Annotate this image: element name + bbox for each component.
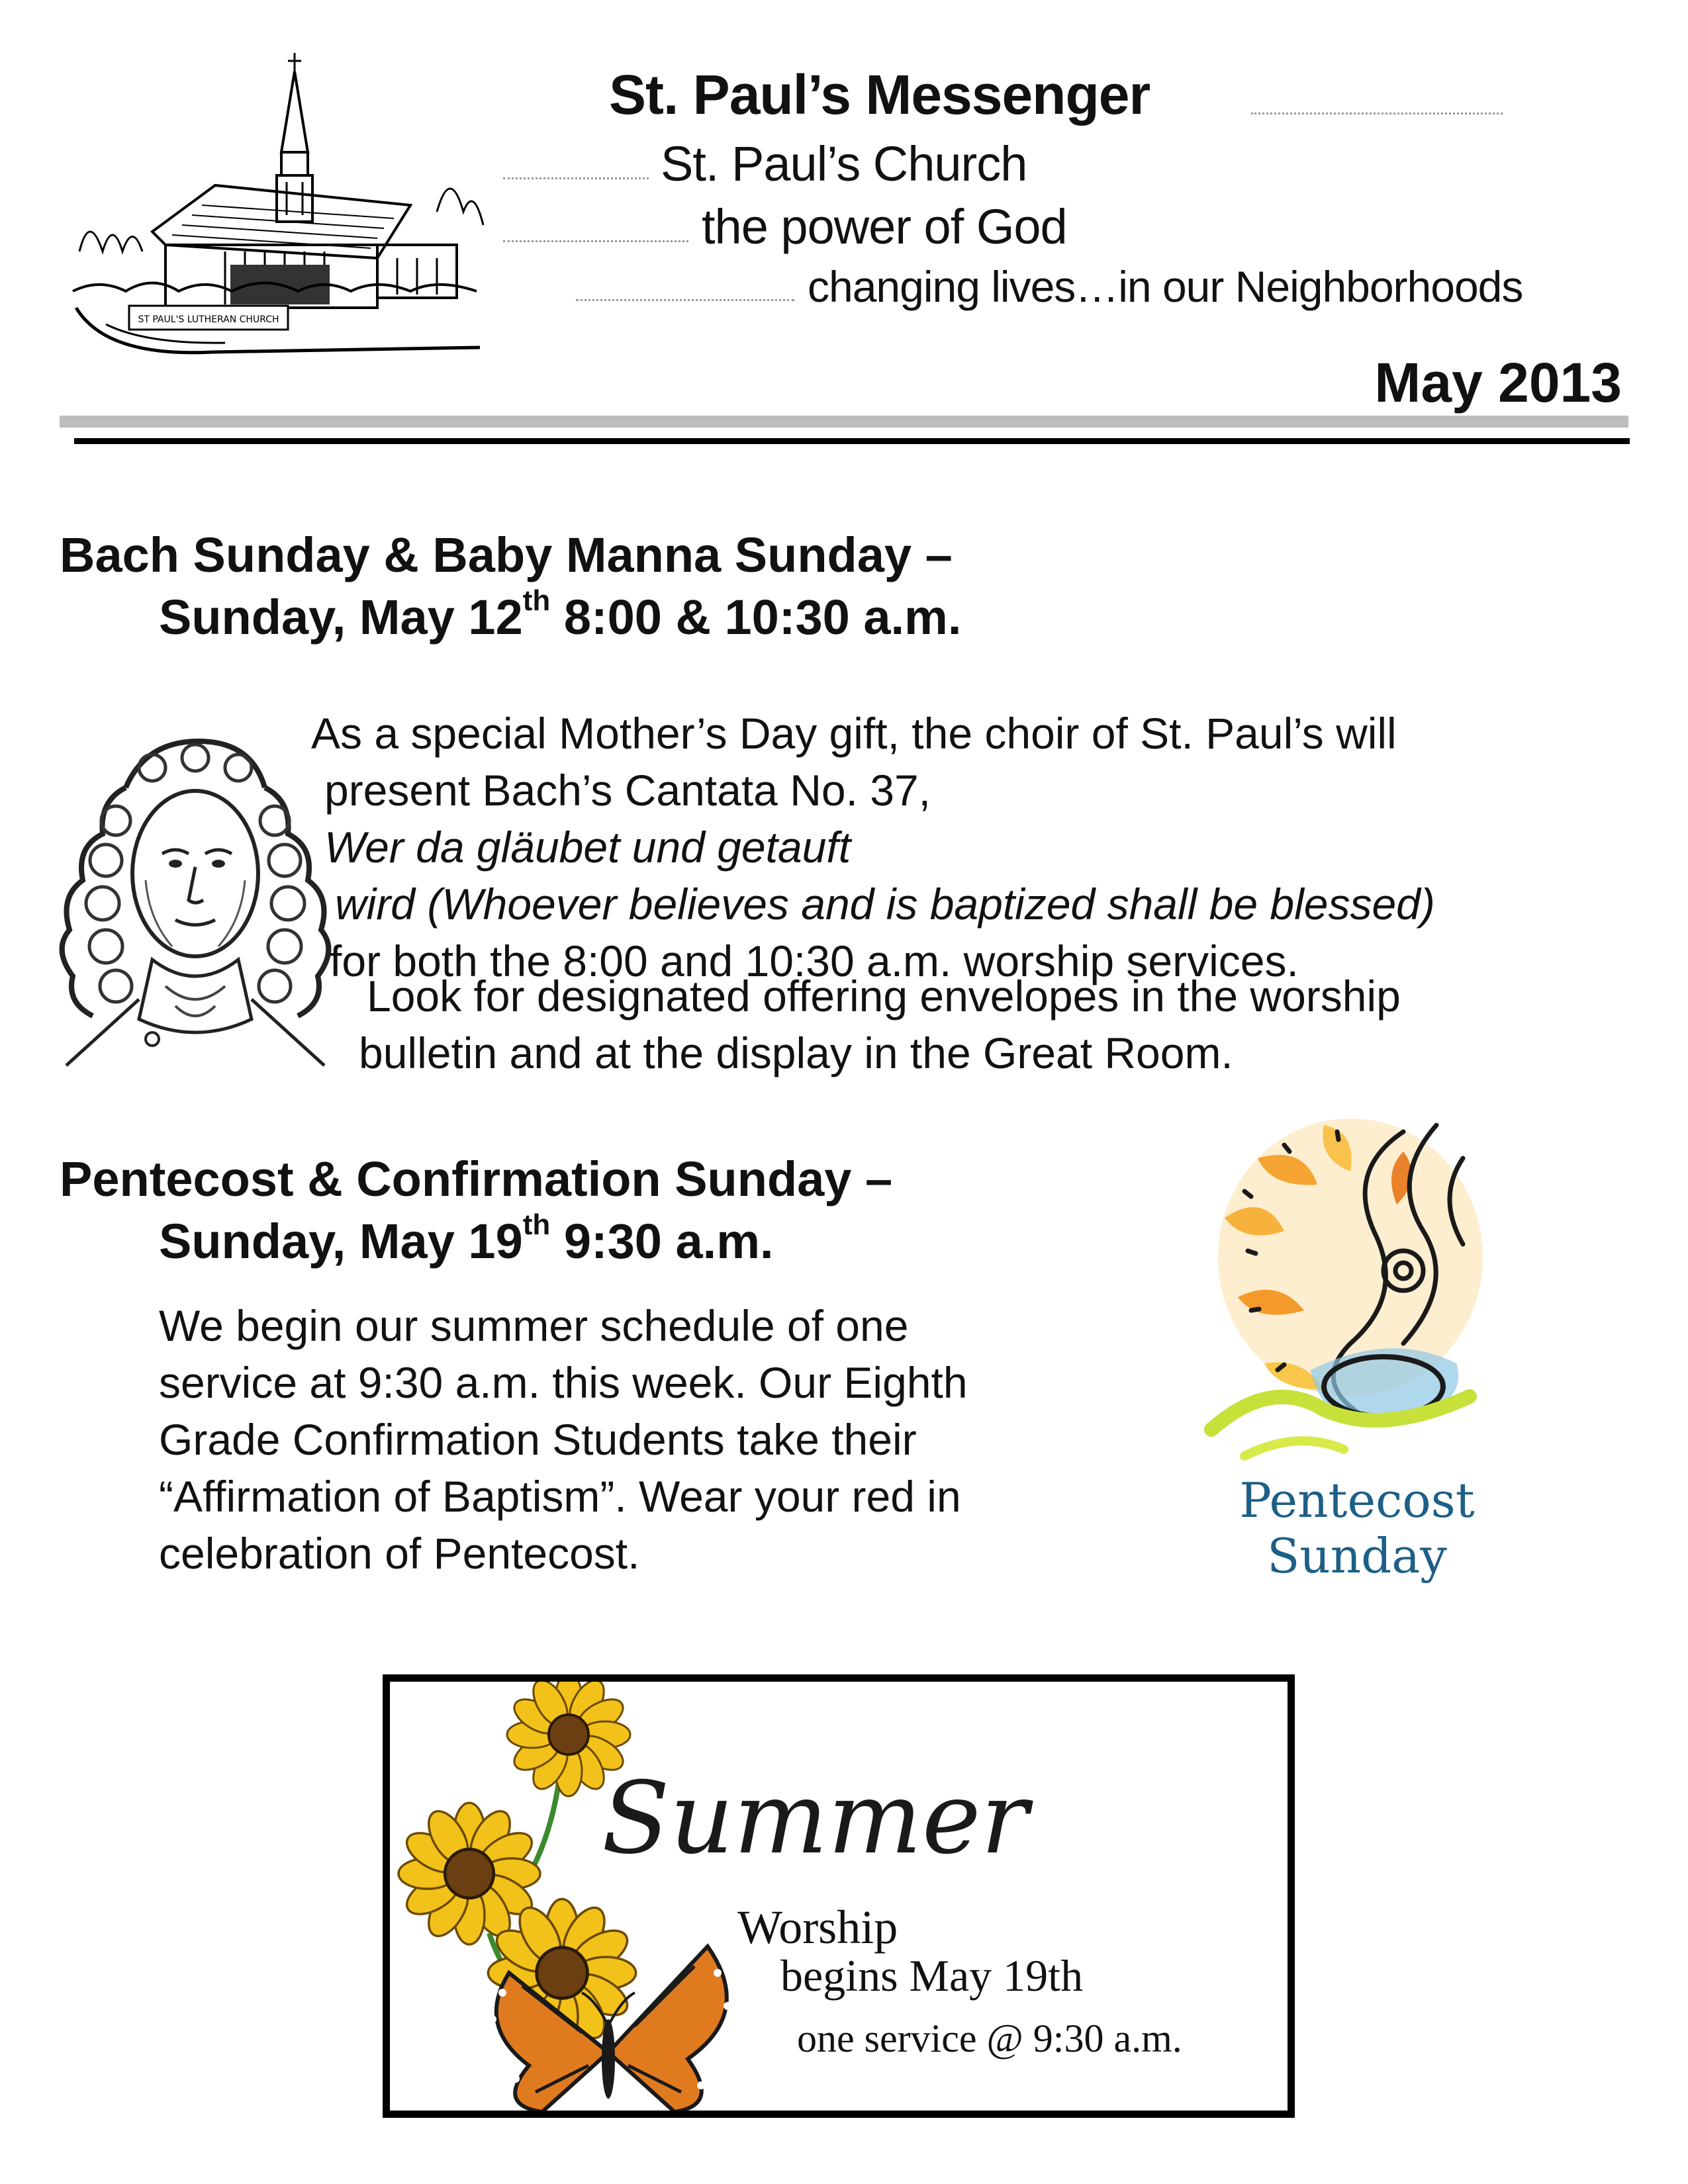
tagline-changing-lives: changing lives…in our Neighborhoods <box>808 262 1523 311</box>
summer-worship-box <box>383 1674 1295 2118</box>
pentecost-caption-line1: Pentecost <box>1239 1473 1475 1528</box>
header-rule-black <box>74 438 1630 444</box>
pentecost-heading-line2: Sunday, May 19th 9:30 a.m. <box>159 1208 774 1269</box>
church-leader-dots <box>503 177 649 179</box>
bach-heading-line1: Bach Sunday & Baby Manna Sunday – <box>60 527 953 582</box>
pentecost-caption-line2: Sunday <box>1267 1528 1447 1584</box>
pentecost-caption <box>1185 1473 1529 1584</box>
bach-paragraph <box>311 705 1435 989</box>
church-name: St. Paul’s Church <box>661 136 1027 191</box>
bach-line-3: wird (Whoever believes and is baptized shall be blessed) <box>335 880 1435 929</box>
pentecost-heading <box>60 1148 892 1273</box>
summer-worship-label: Worship <box>737 1901 898 1954</box>
pentecost-line-3: Grade Confirmation Students take their <box>159 1415 917 1464</box>
church-building-icon <box>66 46 490 357</box>
bach-heading <box>60 524 961 649</box>
tagline-leader-dots <box>503 240 688 242</box>
issue-date: May 2013 <box>1374 351 1622 414</box>
pentecost-line-2: service at 9:30 a.m. this week. Our Eighth <box>159 1358 968 1407</box>
offering-line-2: bulletin and at the display in the Great Room. <box>359 1028 1233 1077</box>
tagline2-leader-dots <box>576 299 794 301</box>
church-sign-text: ST PAUL'S LUTHERAN CHURCH <box>138 314 279 325</box>
offering-paragraph <box>359 968 1401 1081</box>
bach-heading-line2: Sunday, May 12th 8:00 & 10:30 a.m. <box>159 584 962 645</box>
newsletter-title: St. Paul’s Messenger <box>609 64 1150 126</box>
tagline-power-of-god: the power of God <box>702 199 1067 254</box>
title-leader-dots <box>1251 113 1503 114</box>
bach-line-1: As a special Mother’s Day gift, the choir of St. Paul’s will <box>311 709 1397 758</box>
summer-begins-date: begins May 19th <box>780 1950 1084 2001</box>
pentecost-line-1: We begin our summer schedule of one <box>159 1301 909 1350</box>
summer-title: Summer <box>602 1761 1029 1876</box>
header-rule-grey <box>60 416 1628 428</box>
pentecost-line-5: celebration of Pentecost. <box>159 1529 640 1578</box>
pentecost-heading-line1: Pentecost & Confirmation Sunday – <box>60 1152 893 1206</box>
offering-line-1: Look for designated offering envelopes in the worship <box>367 972 1401 1021</box>
pentecost-paragraph <box>159 1297 968 1582</box>
bach-portrait-icon <box>53 708 338 1079</box>
bach-line-4: for both the 8:00 and 10:30 a.m. worship services. <box>330 936 1299 985</box>
summer-service-time: one service @ 9:30 a.m. <box>797 2017 1182 2060</box>
pentecost-line-4: “Affirmation of Baptism”. Wear your red in <box>159 1472 961 1521</box>
bach-line-2: present Bach’s Cantata No. 37, Wer da gläubet und getauft <box>324 766 931 872</box>
pentecost-flame-dove-icon <box>1185 1085 1529 1482</box>
